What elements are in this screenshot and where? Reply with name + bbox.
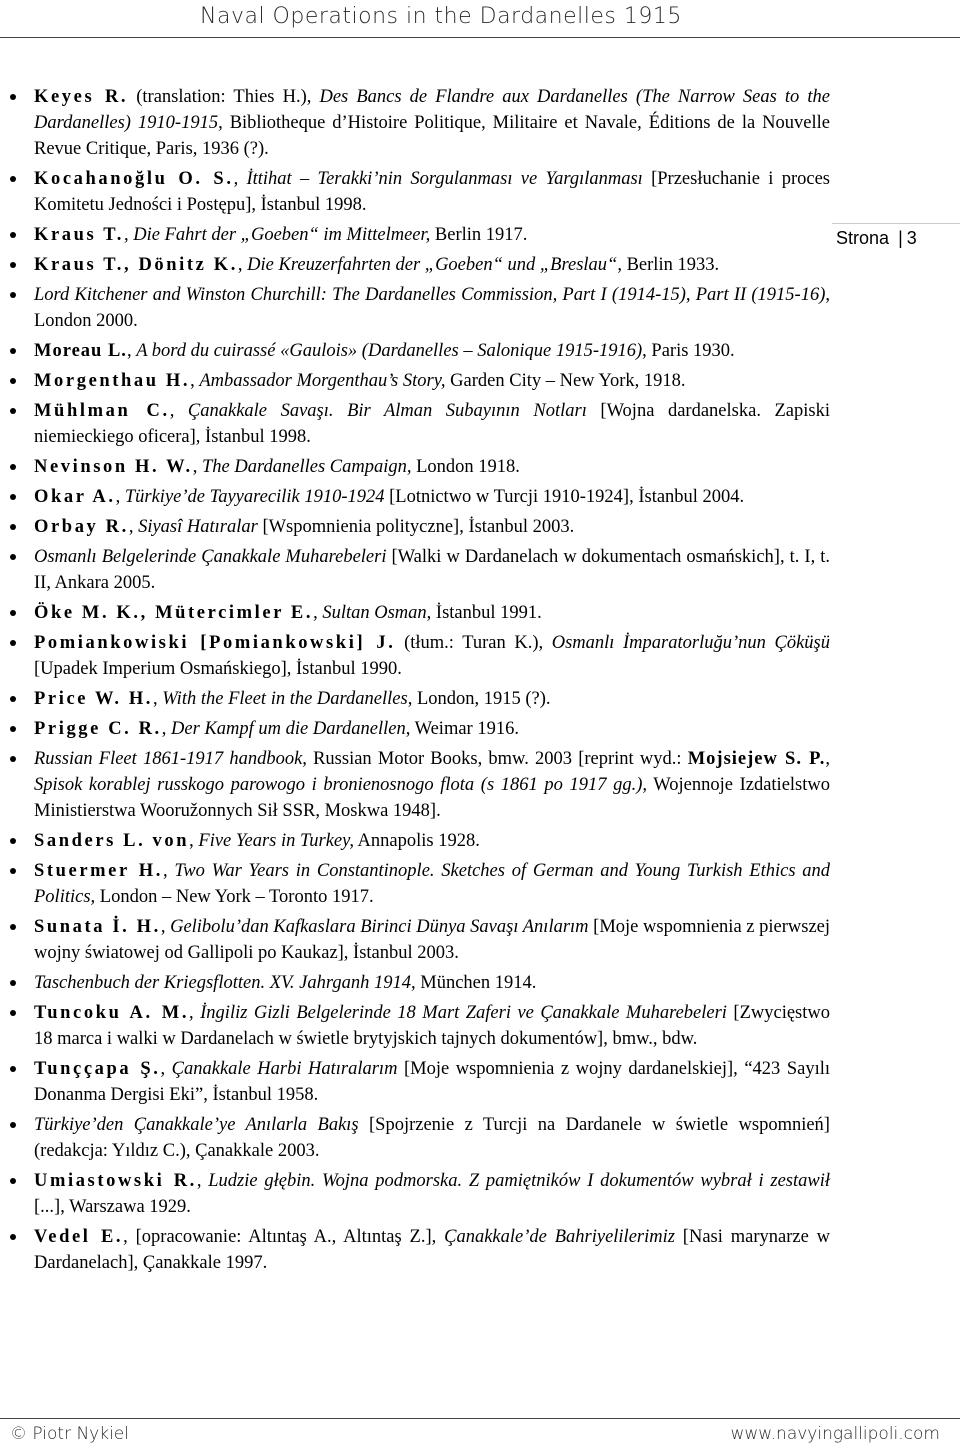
entry-text: ,	[169, 401, 188, 421]
entry-text: ,	[196, 1171, 209, 1191]
entry-text: [Lotnictwo w Turcji 1910-1924], İstanbul 2004.	[384, 487, 745, 507]
entry-text: ,	[233, 169, 247, 189]
entry-title-italic: A bord du cuirassé «Gaulois» (Dardanelles – Salonique 1915-1916)	[136, 341, 643, 361]
entry-text: (translation: Thies H.),	[128, 87, 320, 107]
entry-text: Garden City – New York, 1918.	[445, 371, 686, 391]
entry-author: Kocahanoğlu O. S.	[34, 169, 234, 189]
entry-text: , Berlin 1933.	[617, 255, 720, 275]
entry-author: Price W. H.	[34, 689, 154, 709]
entry-author: Umiastowski R.	[34, 1171, 197, 1191]
bibliography-entry	[0, 282, 830, 334]
page-label-separator: |	[898, 228, 903, 248]
bibliography-entry	[0, 970, 830, 996]
entry-title-italic: Ludzie głębin. Wojna podmorska. Z pamiętników I dokumentów wybrał i zestawił	[208, 1171, 830, 1191]
page-number-rule	[832, 223, 960, 224]
entry-title-italic: Russian Fleet 1861-1917 handbook,	[34, 749, 307, 769]
entry-title-italic: The Dardanelles Campaign,	[202, 457, 412, 477]
entry-text: Berlin 1917.	[430, 225, 528, 245]
bibliography-entry	[0, 716, 830, 742]
entry-title-italic: Die Kreuzerfahrten der „Goeben“ und „Breslau“	[247, 255, 618, 275]
entry-text: ,	[192, 457, 202, 477]
bibliography-entry	[0, 1056, 830, 1108]
bibliography-entry	[0, 1224, 830, 1276]
header-rule	[0, 37, 960, 38]
bibliography-entry	[0, 544, 830, 596]
entry-text: [Moje wspomnienia z wojny dardanelskiej], “423 Sayılı Donanma Dergisi Eki”, İstanbul 1958.	[34, 1059, 830, 1105]
entry-text: ,	[124, 225, 134, 245]
page-number-label	[836, 228, 917, 249]
bibliography-entry	[0, 454, 830, 480]
entry-text: , London, 1915 (?).	[407, 689, 551, 709]
entry-text: [Przesłuchanie i proces Komitetu Jedności i Postępu], İstanbul 1998.	[34, 169, 830, 215]
entry-author: Orbay R.	[34, 517, 129, 537]
entry-title-italic: Lord Kitchener and Winston Churchill: The Dardanelles Commission, Part I (1914-15), Part II (1915-16)	[34, 285, 826, 305]
entry-title-italic: İttihat – Terakki’nin Sorgulanması ve Yargılanması	[246, 169, 643, 189]
entry-author: Mühlman C.	[34, 401, 170, 421]
entry-text: ,	[126, 341, 137, 361]
entry-title-italic: With the Fleet in the Dardanelles	[162, 689, 408, 709]
entry-author: Keyes R.	[34, 87, 129, 107]
entry-text: ,	[160, 1059, 172, 1079]
entry-text: ,	[237, 255, 248, 275]
entry-text: ,	[189, 831, 199, 851]
entry-text: [Nasi marynarze w Dardanelach], Çanakkale 1997.	[34, 1227, 831, 1273]
bibliography-entry	[0, 514, 830, 540]
entry-title-italic: Çanakkale Harbi Hatıralarım	[171, 1059, 398, 1079]
entry-title-italic: Spisok korablej russkogo parowogo i bronienosnogo flota (s 1861 po 1917 gg.),	[34, 775, 648, 795]
page-label-prefix: Strona	[836, 228, 890, 248]
entry-text: [Zwycięstwo 18 marca i walki w Dardanelach w świetle brytyjskich tajnych dokumentów], bmw., bdw.	[34, 1003, 831, 1049]
entry-text: ,	[160, 917, 171, 937]
entry-title-italic: Osmanlı Belgelerinde Çanakkale Muharebeleri	[34, 547, 387, 567]
bibliography-list	[0, 84, 830, 1280]
entry-author: Vedel E.	[34, 1227, 124, 1247]
entry-title-italic: Türkiye’de Tayyarecilik 1910-1924	[124, 487, 385, 507]
entry-text: [Moje wspomnienia z pierwszej wojny światowej od Gallipoli po Kaukaz], İstanbul 2003.	[34, 917, 831, 963]
entry-title-italic: Çanakkale Savaşı. Bir Alman Subayının Notları	[187, 401, 587, 421]
entry-text: Wojennoje Izdatielstwo Ministierstwa Wooružonnych Sił SSR, Moskwa 1948].	[34, 775, 831, 821]
bibliography-entry	[0, 1168, 830, 1220]
entry-author: Moreau L.	[34, 341, 127, 361]
entry-title-italic: Çanakkale’de Bahriyelilerimiz	[444, 1227, 675, 1247]
entry-author: Kraus T.	[34, 225, 125, 245]
bibliography-entry	[0, 858, 830, 910]
entry-author: Stuermer H.	[34, 861, 164, 881]
entry-author: Öke M. K., Mütercimler E.	[34, 603, 314, 623]
entry-text: ,	[313, 603, 323, 623]
entry-author: Pomiankowiski [Pomiankowski] J.	[34, 633, 396, 653]
bibliography-entry	[0, 746, 830, 824]
bibliography-entry	[0, 368, 830, 394]
footer-website-link[interactable]: www.navyingallipoli.com	[730, 1424, 940, 1444]
bibliography-entry	[0, 252, 830, 278]
bibliography-entry	[0, 84, 830, 162]
bibliography-entry	[0, 166, 830, 218]
entry-title-italic: Siyasî Hatıralar	[138, 517, 258, 537]
entry-text: ,	[189, 1003, 201, 1023]
bibliography-entry	[0, 484, 830, 510]
entry-text: [Wojna dardanelska. Zapiski niemieckiego oficera], İstanbul 1998.	[34, 401, 831, 447]
entry-text: Russian Motor Books, bmw. 2003 [reprint wyd.:	[306, 749, 688, 769]
entry-text: ,	[115, 487, 125, 507]
entry-text: ,	[153, 689, 163, 709]
entry-text: [Spojrzenie z Turcji na Dardanele w świetle wspomnień] (redakcja: Yıldız C.), Çanakkale 2003.	[34, 1115, 830, 1161]
entry-title-italic: Five Years in Turkey,	[198, 831, 354, 851]
bibliography-entry	[0, 1000, 830, 1052]
footer-rule	[0, 1418, 960, 1419]
entry-author: Mojsiejew S. P.	[687, 749, 826, 769]
bibliography-entry	[0, 338, 830, 364]
bibliography-entry	[0, 828, 830, 854]
entry-text: (tłum.: Turan K.),	[395, 633, 552, 653]
entry-text: [Wspomnienia polityczne], İstanbul 2003.	[257, 517, 575, 537]
entry-text: Annapolis 1928.	[353, 831, 480, 851]
entry-text: London – New York – Toronto 1917.	[95, 887, 374, 907]
entry-title-italic: Des Bancs de Flandre aux Dardanelles (The Narrow Seas to the Dardanelles) 1910-1915,	[34, 87, 831, 133]
page-number: 3	[906, 228, 917, 248]
entry-text: ,	[825, 749, 831, 769]
entry-title-italic: Der Kampf um die Dardanellen	[171, 719, 406, 739]
entry-author: Sanders L. von	[34, 831, 190, 851]
bibliography-entry	[0, 1112, 830, 1164]
entry-text: , Paris 1930.	[642, 341, 735, 361]
entry-text: Bibliotheque d’Histoire Politique, Militaire et Navale, Éditions de la Nouvelle Revue Critique, Paris, 1936 (?).	[34, 113, 830, 159]
entry-text: ,	[161, 719, 172, 739]
entry-title-italic: İngiliz Gizli Belgelerinde 18 Mart Zaferi ve Çanakkale Muharebeleri	[200, 1003, 727, 1023]
entry-text: , [opracowanie: Altıntaş A., Altıntaş Z.],	[123, 1227, 445, 1247]
bibliography-entry	[0, 398, 830, 450]
entry-author: Sunata İ. H.	[34, 917, 161, 937]
entry-title-italic: Gelibolu’dan Kafkaslara Birinci Dünya Savaşı Anılarım	[170, 917, 589, 937]
entry-title-italic: Taschenbuch der Kriegsflotten. XV. Jahrganh 1914	[34, 973, 412, 993]
bibliography-entry	[0, 222, 830, 248]
entry-text: , London 2000.	[34, 285, 830, 331]
bibliography-entry	[0, 630, 830, 682]
entry-text: [Upadek Imperium Osmańskiego], İstanbul 1990.	[34, 659, 402, 679]
entry-title-italic: Ambassador Morgenthau’s Story,	[199, 371, 446, 391]
entry-text: [...], Warszawa 1929.	[34, 1197, 191, 1217]
entry-text: ,	[190, 371, 200, 391]
entry-author: Prigge C. R.	[34, 719, 162, 739]
entry-text: ,	[163, 861, 175, 881]
footer-author: © Piotr Nykiel	[10, 1424, 129, 1444]
entry-author: Tuncoku A. M.	[34, 1003, 190, 1023]
entry-text: ,	[128, 517, 139, 537]
entry-author: Okar A.	[34, 487, 116, 507]
bibliography-entry	[0, 914, 830, 966]
entry-title-italic: Two War Years in Constantinople. Sketches of German and Young Turkish Ethics and Politics,	[34, 861, 831, 907]
entry-title-italic: Die Fahrt der „Goeben“ im Mittelmeer,	[133, 225, 431, 245]
entry-text: , Weimar 1916.	[405, 719, 519, 739]
entry-text: , İstanbul 1991.	[426, 603, 542, 623]
bibliography-entry	[0, 600, 830, 626]
entry-title-italic: Türkiye’den Çanakkale’ye Anılarla Bakış	[34, 1115, 359, 1135]
entry-author: Tunççapa Ş.	[34, 1059, 161, 1079]
entry-author: Kraus T., Dönitz K.	[34, 255, 238, 275]
bibliography-entry	[0, 686, 830, 712]
entry-author: Nevinson H. W.	[34, 457, 193, 477]
running-header-title: Naval Operations in the Dardanelles 1915	[200, 4, 682, 29]
entry-title-italic: Osmanlı İmparatorluğu’nun Çöküşü	[551, 633, 830, 653]
entry-author: Morgenthau H.	[34, 371, 191, 391]
entry-text: , München 1914.	[411, 973, 537, 993]
entry-title-italic: Sultan Osman	[322, 603, 427, 623]
entry-text: London 1918.	[411, 457, 520, 477]
entry-text: [Walki w Dardanelach w dokumentach osmańskich], t. I, t. II, Ankara 2005.	[34, 547, 830, 593]
